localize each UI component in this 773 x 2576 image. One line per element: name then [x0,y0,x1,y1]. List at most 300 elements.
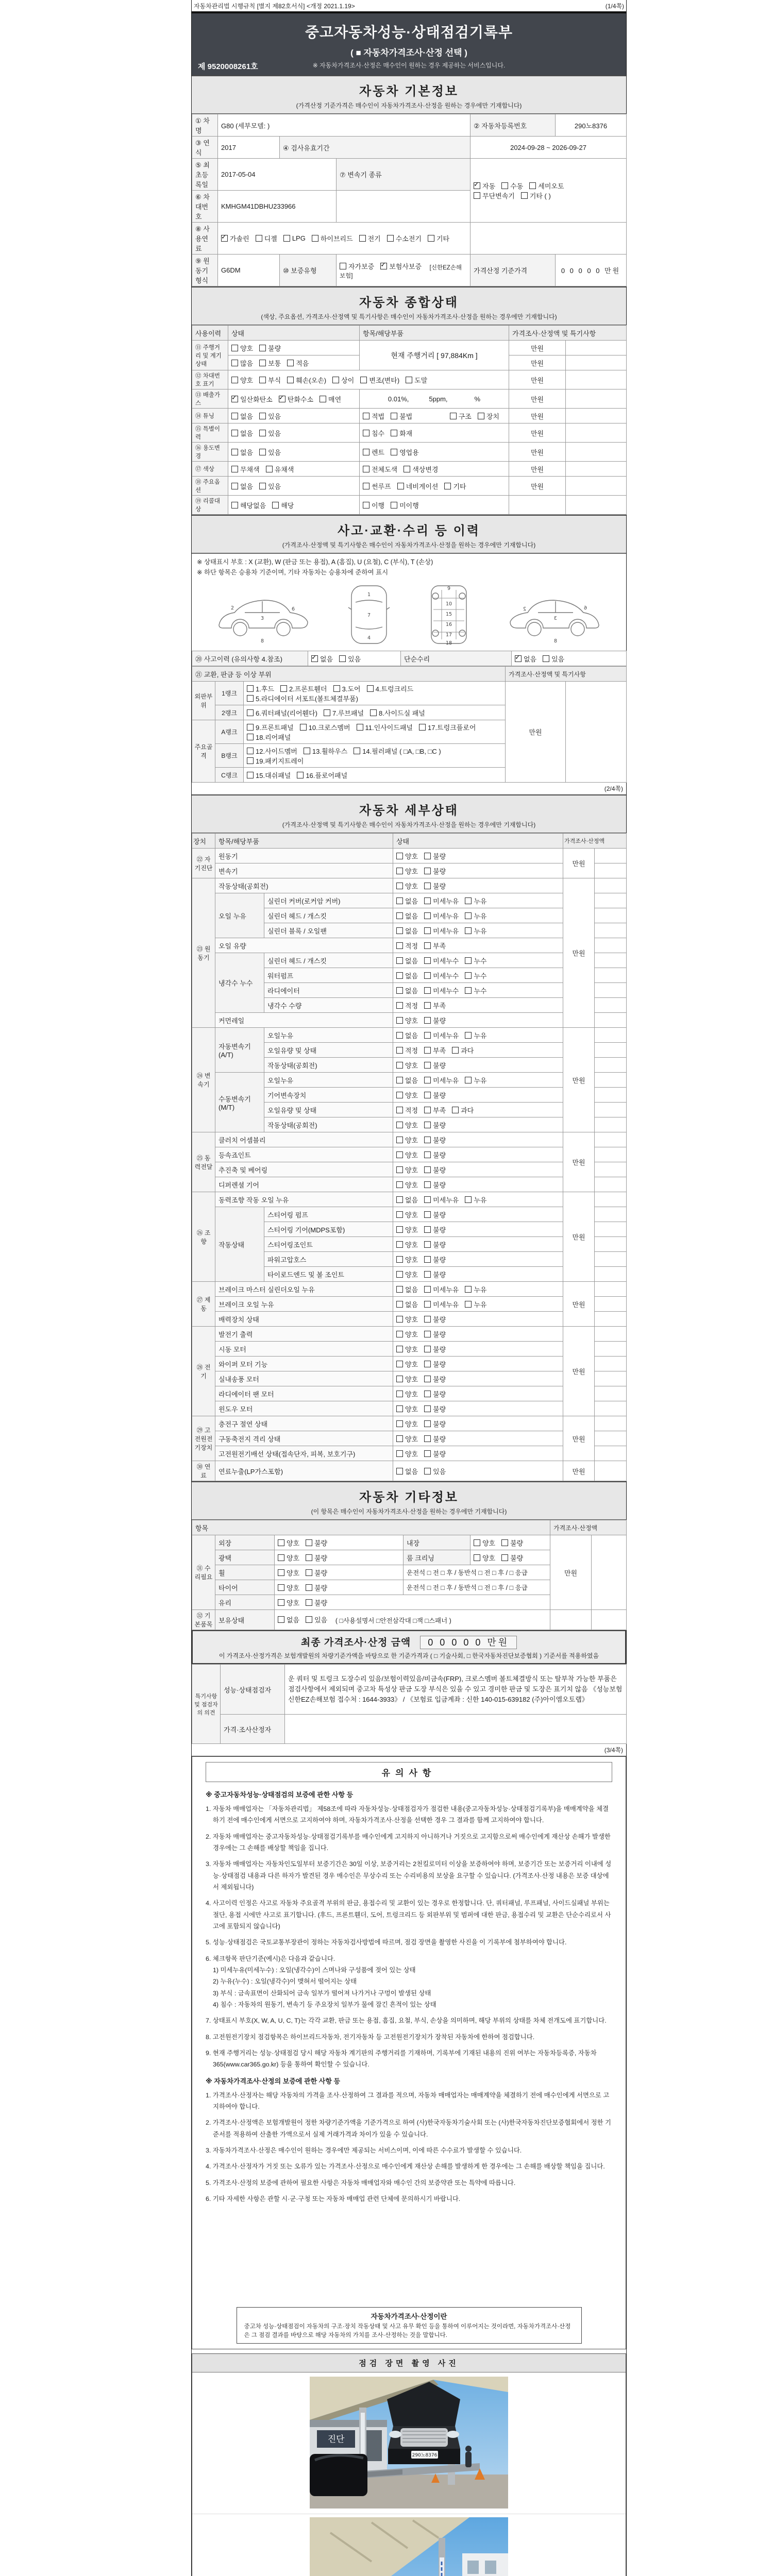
item-label: 윈도우 모터 [215,1401,393,1416]
checkbox-option: 디젤 [256,233,277,243]
checkbox-option: 수동 [501,181,523,191]
form-row [192,1073,627,1088]
form-cell: 만원 [509,341,566,355]
form-row [192,1665,627,1715]
checkbox-option: 누수 [465,956,486,965]
section-overall-header [192,286,626,325]
form-row [192,1177,627,1192]
checkbox-icon [424,868,431,874]
form-row [192,409,627,423]
form-cell: 만원 [550,1535,592,1610]
item-label: 라디에이터 [264,983,393,998]
checkbox-option: 미세누유 [424,1299,459,1309]
checkbox-icon [259,449,266,455]
checkbox-option: 양호 [396,1329,418,1339]
checkbox-option: 없음 [396,986,418,995]
checkbox-option: 부족 [424,1001,446,1010]
checkbox-icon [312,235,318,242]
form-cell [595,878,627,893]
status-cell [393,1103,563,1117]
mark-code-note-2: ※ 하단 항목은 승용차 기준이며, 기타 자동차는 승용차에 준하여 표시 [197,569,389,576]
checkbox-option: 있음 [339,654,361,664]
checkbox-option: 네비게이션 [397,481,439,491]
checkbox-option: 있음 [306,1615,327,1624]
car-side-view-diagram [215,589,313,647]
form-cell [566,389,627,409]
misc-info [192,1520,627,1630]
license-plate-text: 290노8376 [412,2453,438,2458]
form-cell [595,1162,627,1177]
checkbox-option: 누유 [465,896,486,906]
section-title: 자동차 기본정보 [359,84,459,98]
form-cell [228,443,360,462]
status-cell [393,1207,563,1222]
checkbox-icon [396,1032,403,1039]
form-row [192,114,627,137]
status-cell [393,1013,563,1028]
status-cell [393,1386,563,1401]
item-label: 오일 유량 [215,938,393,953]
checkbox-icon [396,1450,403,1457]
checkbox-icon [247,724,254,731]
item-label: 라디에이터 팬 모터 [215,1386,393,1401]
section-note: (가격조사·산정액 및 특기사항은 매수인이 자동차가격조사·산정을 원하는 경우에만 기재합니다) [282,821,536,828]
section-basic-info-header [192,75,626,114]
form-cell [595,849,627,863]
form-cell [595,1088,627,1103]
item-label: 브레이크 오일 누유 [215,1297,393,1312]
checkbox-option: 없음 [396,926,418,936]
form-cell: 만원 [509,477,566,496]
checkbox-icon [306,1584,312,1591]
checkbox-icon [424,853,431,859]
checkbox-icon [465,1032,472,1039]
checkbox-icon [259,360,266,366]
checkbox-option: 유채색 [266,464,294,474]
checkbox-icon [424,1391,431,1397]
diagram-part-number: 4 [367,635,371,641]
checkbox-icon [424,1435,431,1442]
checkbox-icon [287,377,294,383]
status-cell [393,938,563,953]
form-cell: 2017-05-04 [218,159,337,191]
form-cell: 만원 [563,1416,595,1461]
device-label: ㉖ 조향 [192,1192,215,1282]
form-cell [228,423,360,443]
checkbox-option: 변조(변타) [360,375,399,385]
form-cell [566,409,627,423]
checkbox-icon [424,1002,431,1009]
checkbox-icon [465,987,472,994]
checkbox-icon [256,235,262,242]
form-cell [470,223,627,255]
checkbox-icon [340,263,346,269]
checkbox-icon [278,1569,284,1576]
form-cell [595,893,627,908]
notice-item: 7. 상태표시 부호(X, W, A, U, C, T)는 각각 교환, 판금 또는 용접, 흠집, 요철, 부식, 손상을 의미하며, 해당 부위의 상태를 차체 전개도에 표기합니다. [206,2017,607,2025]
checkbox-option: 양호 [278,1583,299,1592]
subgroup-label: 자동변속기 (A/T) [215,1028,264,1073]
checkbox-option: 양호 [396,881,418,891]
checkbox-icon [424,927,431,934]
status-cell [393,1342,563,1357]
device-label: ㉙ 고전원전기장치 [192,1416,215,1461]
status-cell [393,1282,563,1297]
form-cell [595,1327,627,1342]
section-title: 자동차 세부상태 [359,804,459,818]
checkbox-option: 있음 [259,428,281,438]
checkbox-option: 양호 [396,1015,418,1025]
detail-state-table [192,833,626,1481]
checkbox-icon [424,1017,431,1024]
appraiser-label: 가격·조사산정자 [221,1715,285,1744]
diagram-part-number: 15 [445,612,452,617]
checkbox-icon [259,345,266,351]
checkbox-option: 양호 [396,1449,418,1459]
checkbox-icon [396,987,403,994]
checkbox-option: 없음 [396,1075,418,1085]
item-label: 오일누유 [264,1028,393,1043]
form-cell [244,682,506,705]
notice-item: 5. 성능·상태점검은 국토교통부장관이 정하는 자동차검사방법에 따르며, 점검 장면을 촬영한 사진을 이 기록부에 첨부하여야 합니다. [206,1939,567,1946]
checkbox-option: 불량 [424,1389,446,1399]
form-cell: 290노8376 [556,114,627,137]
section-title: 자동차 기타정보 [359,1490,459,1504]
form-cell [595,1267,627,1282]
checkbox-icon [478,413,484,419]
checkbox-icon [501,1554,508,1561]
item-label: 광택 [215,1550,275,1565]
row-label: ⑲ 리콜대상 [192,496,228,515]
checkbox-option: 불량 [424,1150,446,1160]
form-cell [566,682,627,783]
form-cell [275,1565,404,1580]
document-title: 중고자동차성능·상태점검기록부 [305,24,513,40]
basic-items-group-label: ㉜ 기본품목 [192,1610,215,1630]
checkbox-option: 불량 [501,1538,523,1548]
form-cell [566,462,627,477]
checkbox-option: 부식 [259,375,281,385]
form-cell [595,1371,627,1386]
checkbox-option: 양호 [231,375,253,385]
notice-item: 2. 가격조사·산정액은 보험개발원이 정한 차량기준가액을 기준가격으로 하여 (사)한국자동차기술사회 또는 (사)한국자동차진단보증협회에서 정한 기준서를 적용하여 산출한 가액으로서 실제 거래가격과 차이가 있을 수 있습니다. [206,2119,611,2138]
form-row [192,1401,627,1416]
checkbox-option: ✓ 가솔린 [221,233,249,243]
status-cell [393,1297,563,1312]
checkbox-icon [465,1286,472,1293]
form-row [192,1312,627,1327]
checkbox-option: 없음 [396,911,418,921]
status-cell [393,1147,563,1162]
checkbox-option: 양호 [396,866,418,876]
form-cell: ⑥ 차대번호 [192,191,218,223]
checkbox-icon [396,1420,403,1427]
checkbox-icon [501,1539,508,1546]
form-row [192,255,627,286]
checkbox-option: 과다 [452,1045,474,1055]
checkbox-option: 전체도색 [363,464,397,474]
form-cell: 없음 있음 ( □사용설명서 □안전삼각대 □잭 □스패너 ) [275,1610,550,1630]
form-cell [595,1357,627,1371]
checkbox-option: 불량 [424,1015,446,1025]
checkbox-option: 미세누유 [424,1195,459,1205]
notice-item: 6. 기타 자세한 사항은 관할 시·군·구청 또는 자동차 매매업 관련 단체에 문의하시기 바랍니다. [206,2195,461,2202]
form-cell [595,1297,627,1312]
checkbox-option: 미세누유 [424,926,459,936]
item-label: 충전구 절연 상태 [215,1416,393,1431]
form-cell: ③ 연식 [192,137,218,159]
checkbox-checked-icon [515,655,522,662]
section-title: 자동차 종합상태 [359,296,459,310]
checkbox-option: 누유 [465,1195,486,1205]
form-cell [566,355,627,370]
checkbox-option: 양호 [396,1255,418,1264]
form-cell: 운전석 □ 전 □ 후 / 동반석 □ 전 □ 후 / □ 응급 [404,1565,550,1580]
device-label: ㉒ 자기진단 [192,849,215,878]
checkbox-option: 없음 [231,481,253,491]
form-cell [470,1535,550,1550]
row-label: ⑪ 주행거리 및 계기상태 [192,341,228,370]
checkbox-icon [424,957,431,964]
page-marker-1: (1/4쪽) [605,3,624,10]
checkbox-option: 미세누수 [424,971,459,980]
checkbox-icon [424,912,431,919]
checkbox-icon [339,655,346,662]
checkbox-icon [396,1062,403,1069]
inspection-photo-front [310,2377,508,2509]
part-checkbox-option: 17.트렁크플로어 [419,722,476,732]
form-row [192,682,627,705]
item-label: 브레이크 마스터 실린더오일 누유 [215,1282,393,1297]
notices-part1-title: ※ 중고자동차성능·상태점검의 보증에 관한 사항 등 [206,1791,354,1799]
status-cell [393,1237,563,1252]
checkbox-option: 있음 [259,481,281,491]
checkbox-option: 적정 [396,941,418,951]
checkbox-option: 양호 [396,1135,418,1145]
part-rank-label: 2랭크 [215,705,244,720]
form-cell [595,1446,627,1461]
form-cell [595,1073,627,1088]
checkbox-icon [370,709,377,716]
checkbox-option: ✓ 자동 [474,181,495,191]
checkbox-icon [360,377,367,383]
form-cell [218,223,470,255]
checkbox-icon [278,1599,284,1606]
row-label: ⑭ 튜닝 [192,409,228,423]
checkbox-option: 침수 [363,428,384,438]
checkbox-option: 하이브리드 [312,233,353,243]
status-cell [393,998,563,1013]
checkbox-option: 부족 [424,941,446,951]
checkbox-icon [396,853,403,859]
basic-info [192,114,627,286]
form-cell [595,1431,627,1446]
form-row [192,1520,627,1535]
checkbox-icon [424,987,431,994]
form-row [192,938,627,953]
form-row [192,651,627,666]
item-label: 스티어링 기어(MDPS포함) [264,1222,393,1237]
part-checkbox-option: 15.대쉬패널 [247,770,291,780]
checkbox-checked-icon [279,396,285,402]
final-price-value: 0 0 0 0 0 만원 [420,1636,517,1649]
checkbox-icon [396,897,403,904]
form-cell: 만원 [509,443,566,462]
checkbox-icon [543,655,549,662]
checkbox-icon [354,748,360,754]
diagram-part-number: 7 [367,613,371,618]
form-cell [360,477,509,496]
checkbox-icon [359,235,366,242]
item-label: 동력조향 작동 오일 누유 [215,1192,393,1207]
checkbox-option: 양호 [396,1314,418,1324]
checkbox-icon [363,449,369,455]
diagram-part-number: 10 [445,601,452,607]
form-cell [595,1147,627,1162]
item-label: 구동축전지 격리 상태 [215,1431,393,1446]
checkbox-icon [424,1301,431,1308]
checkbox-option: 불량 [424,1060,446,1070]
checkbox-option: 미이행 [391,500,419,510]
checkbox-option: 불량 [424,1240,446,1249]
checkbox-icon [363,413,369,419]
diagram-part-number: 16 [445,622,452,628]
checkbox-icon [306,1599,312,1606]
checkbox-option: 없음 [396,1030,418,1040]
checkbox-icon [396,1286,403,1293]
checkbox-option: 세미오토 [529,181,564,191]
checkbox-option: 미세누수 [424,956,459,965]
notice-item: 4. 가격조사·산정자가 거짓 또는 오류가 있는 가격조사·산정으로 매수인에게 재산상 손해를 발생하게 한 경우에는 그 손해를 배상할 책임을 집니다. [206,2163,605,2171]
item-label: 작동상태(공회전) [264,1117,393,1132]
checkbox-icon [396,1137,403,1143]
checkbox-icon [363,466,369,472]
checkbox-icon [465,1301,472,1308]
item-label: 고전원전기배선 상태(접속단자, 피복, 보호기구) [215,1446,393,1461]
item-label: 시동 모터 [215,1342,393,1357]
checkbox-option: 불량 [501,1553,523,1563]
status-cell [393,953,563,968]
status-cell [393,1401,563,1416]
mark-code-notes [192,553,626,581]
checkbox-option: 무채색 [231,464,260,474]
row-label: ⑰ 색상 [192,462,228,477]
item-label: 보유상태 [215,1610,275,1630]
status-cell [393,908,563,923]
checkbox-option: 있음 [259,447,281,457]
part-checkbox-option: 4.트렁크리드 [367,684,414,693]
document-header [192,13,626,75]
checkbox-option: 불량 [424,1135,446,1145]
form-cell: 만원 [509,423,566,443]
checkbox-option: 양호 [396,1180,418,1190]
status-cell [393,1028,563,1043]
status-cell [393,1088,563,1103]
checkbox-option: 없음 [396,1284,418,1294]
report-page [191,0,627,2576]
checkbox-option: 기타 [444,481,466,491]
checkbox-option: 미세누유 [424,1030,459,1040]
checkbox-icon [280,685,287,692]
checkbox-icon [396,1316,403,1323]
form-cell [592,1610,627,1630]
checkbox-option: 불량 [424,1210,446,1219]
notices-part2-list [206,2090,612,2205]
checkbox-icon [424,1077,431,1083]
part-checkbox-option: 18.리어패널 [247,732,291,742]
item-label: 실린더 블록 / 오일팬 [264,923,393,938]
status-cell [393,1371,563,1386]
form-cell [275,1595,550,1610]
device-label: ㉚ 연료 [192,1461,215,1481]
form-row [192,1610,627,1630]
form-cell: 만원 [509,462,566,477]
status-cell [393,1312,563,1327]
device-label: ㉕ 동력전달 [192,1132,215,1192]
checkbox-icon [396,868,403,874]
form-cell [566,443,627,462]
checkbox-option: 양호 [396,1210,418,1219]
checkbox-option: 누유 [465,911,486,921]
checkbox-icon [450,413,457,419]
checkbox-option: 양호 [278,1598,299,1607]
checkbox-option: 보통 [259,358,281,368]
status-cell [393,1357,563,1371]
checkbox-option: 장치 [478,411,499,421]
item-label: 오일누유 [264,1073,393,1088]
car-side-view-diagram [505,589,603,647]
overall-state [192,325,627,515]
checkbox-icon [363,430,369,436]
form-row [192,667,627,682]
car-body-diagrams [192,581,626,651]
part-checkbox-option: 12.사이드멤버 [247,746,297,756]
checkbox-icon [424,1316,431,1323]
checkbox-icon [391,502,397,509]
accident-history-label: ⑳ 사고이력 (유의사항 4.참조) [192,651,308,666]
checkbox-icon [396,927,403,934]
checkbox-option: 색상변경 [404,464,438,474]
subgroup-label: 작동상태 [215,1207,264,1282]
checkbox-icon [278,1616,284,1623]
form-cell [595,1222,627,1237]
checkbox-icon [259,377,266,383]
part-group-label: 주요골격 [192,720,215,783]
item-label: 스티어링조인트 [264,1237,393,1252]
form-cell [228,370,509,389]
form-row [192,477,627,496]
form-cell: ⑩ 보증유형 [280,255,337,286]
checkbox-icon [396,1077,403,1083]
accident-history-table [192,651,626,783]
part-checkbox-option: 1.후드 [247,684,274,693]
part-checkbox-option: 2.프론트휀더 [280,684,327,693]
checkbox-option: 적정 [396,1045,418,1055]
status-cell [393,1461,563,1481]
repair-group-label: ㉛ 수리필요 [192,1535,215,1610]
checkbox-option: 불량 [306,1568,327,1578]
checkbox-icon [306,1539,312,1546]
form-cell: 만원 [509,355,566,370]
notice-item: 1. 자동차 매매업자는 「자동차관리법」 제58조에 따라 자동차성능·상태점검자가 점검한 내용(중고자동차성능·상태점검기록부)을 매매계약을 체결하기 전에 매수인에게 서면으로 고지하여야 하며, 자동차가격조사·산정을 선택한 경우 그 결과를 함께 고지하여야 합니다. [206,1805,609,1824]
part-checkbox-option: 9.프론트패널 [247,722,294,732]
form-row [192,1446,627,1461]
checkbox-icon [396,1122,403,1128]
form-meta-line [192,0,626,13]
checkbox-option: 불량 [424,1314,446,1324]
checkbox-option: 누유 [465,1299,486,1309]
checkbox-option: 썬루프 [363,481,391,491]
